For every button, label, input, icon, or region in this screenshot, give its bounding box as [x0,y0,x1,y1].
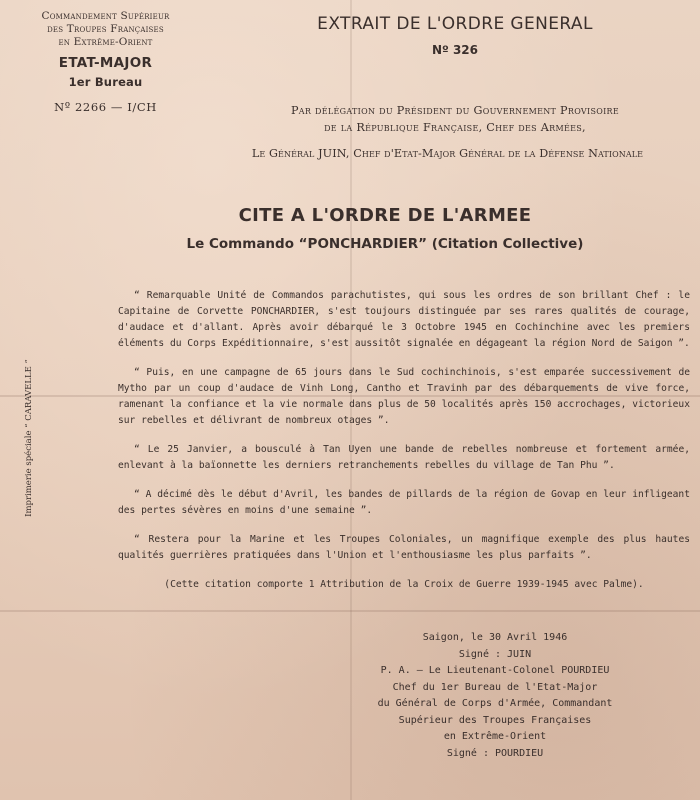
citation-paragraph-1: “ Remarquable Unité de Commandos parachutistes, qui sous les ordres de son brillant Chef : le Capitaine de Corvette PONCHARDIER, s'est toujours distinguée par ses rares qualités de courage, d'audace et d'allant. Après avoir débarqué le 3 Octobre 1945 en Cochinchine avec les premiers éléments du Corps Expéditionnaire, s'est aussitôt signalée en dégageant la région Nord de Saigon ”. [118,290,690,349]
citation-subtitle: Le Commando “PONCHARDIER” (Citation Collective) [186,236,584,252]
printer-imprint: Imprimerie spéciale “ CARAVELLE ” [24,359,34,517]
place-date: Saigon, le 30 Avril 1946 [422,632,568,643]
document-title: EXTRAIT DE L'ORDRE GENERAL [317,14,593,34]
citation-title: CITE A L'ORDRE DE L'ARMEE [238,205,532,226]
state-major-label: ETAT-MAJOR [58,55,153,71]
role-line-1: Chef du 1er Bureau de l'Etat-Major [392,681,598,693]
citation-paragraph-3: “ Le 25 Janvier, a bousculé à Tan Uyen une bande de rebelles nombreuse et fortement armée, enlevant à la baïonnette les derniers retranchements rebelles du village de Tan Phu ”. [118,444,690,471]
citation-paragraph-4: “ A décimé dès le début d'Avril, les bandes de pillards de la région de Govap en leur infligeant des pertes sévères en moins d'une semaine ”. [118,489,690,516]
order-number: Nº 326 [431,43,479,57]
role-line-4: en Extrême-Orient [443,731,547,742]
bureau-label: 1er Bureau [68,75,143,89]
pa-line: P. A. — Le Lieutenant-Colonel POURDIEU [380,665,610,676]
signed-juin: Signé : JUIN [458,648,532,660]
citation-paragraph-2: “ Puis, en une campagne de 65 jours dans le Sud cochinchinois, s'est emparée successivement de Mytho par un coup d'audace de Vinh Long, Cantho et Travinh par des débarquements de vive force, ramenant la confiance et la vie normale dans plus de 50 localités après 150 accrochages, victorieux sur rebelles et délivrant de nombreux otages ”. [118,367,690,426]
delegation-text [230,102,680,136]
reference-number: Nº 2266 — I/CH [54,100,157,114]
authority-line-1: Commandement Supérieur [41,10,170,22]
delegation-line-1: Par délégation du Président du Gouvernement Provisoire [290,104,620,117]
issuing-authority [8,10,203,114]
authority-line-2: des Troupes Françaises [47,23,164,35]
signature-block [330,630,660,762]
attribution-note: (Cette citation comporte 1 Attribution de la Croix de Guerre 1939-1945 avec Palme). [164,579,644,590]
general-line: Le Général JUIN, Chef d'Etat-Major Général de la Défense Nationale [251,147,644,160]
citation-paragraph-5: “ Restera pour la Marine et les Troupes Coloniales, un magnifique exemple des plus hautes qualités guerrières pratiquées dans l'Union et l'enthousiasme les plus parfaits ”. [118,534,690,561]
role-line-2: du Général de Corps d'Armée, Commandant [377,698,613,709]
signed-pourdieu: Signé : POURDIEU [446,747,544,759]
citation-body [118,288,690,606]
role-line-3: Supérieur des Troupes Françaises [398,714,592,726]
delegation-line-2: de la République Française, Chef des Armées, [324,121,586,134]
authority-line-3: en Extrême-Orient [58,36,153,48]
